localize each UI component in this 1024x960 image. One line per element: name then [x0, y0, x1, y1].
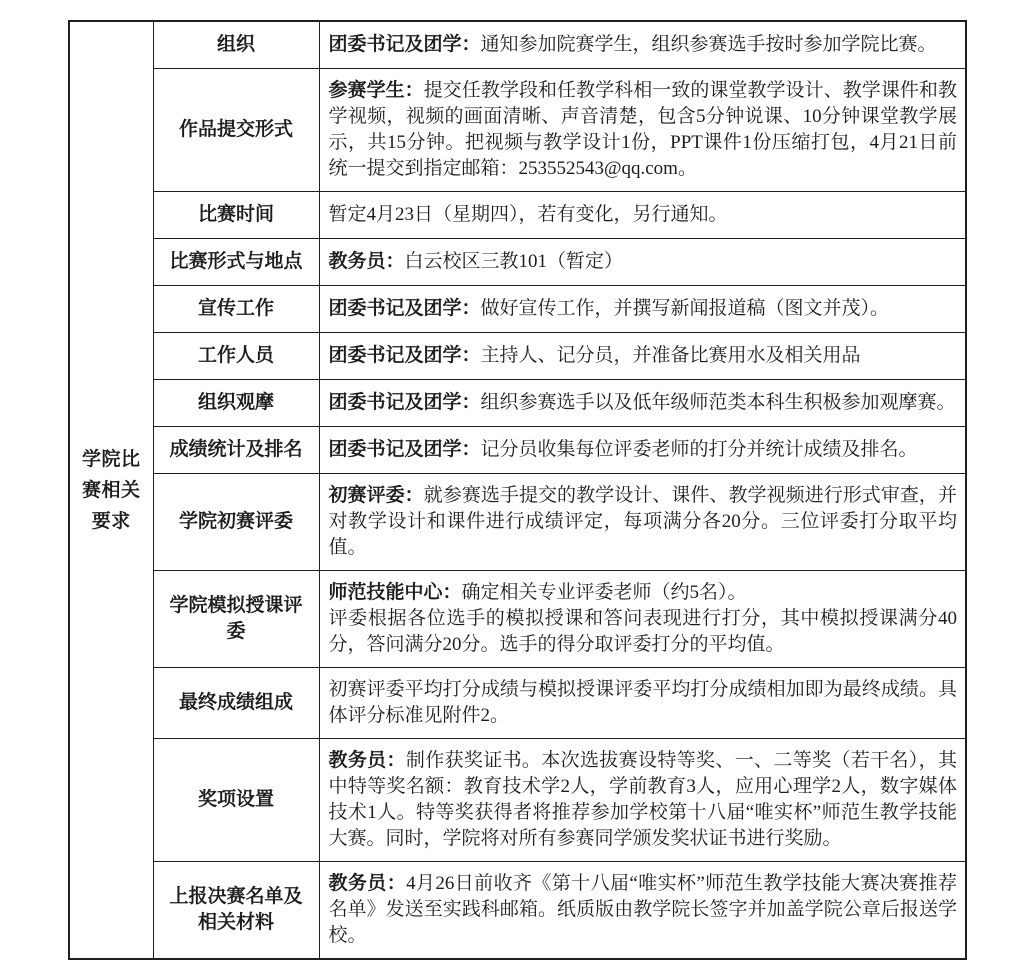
content-lead-bold: 教务员： [328, 251, 405, 272]
content-lead-bold: 参赛学生： [328, 80, 424, 101]
content-paragraph [329, 296, 958, 322]
content-paragraph [329, 249, 958, 275]
content-paragraph [329, 343, 958, 369]
table-row [69, 192, 966, 239]
content-paragraph [329, 606, 958, 658]
table-row [69, 571, 966, 668]
content-paragraph [329, 32, 958, 58]
row-content-cell [319, 474, 966, 571]
content-text: 评委根据各位选手的模拟授课和答问表现进行打分，其中模拟授课满分40分，答问满分20分。选手的得分取评委打分的平均值。 [328, 608, 957, 655]
row-content-cell [319, 333, 966, 380]
table-row [69, 474, 966, 571]
row-label-cell: 成绩统计及排名 [153, 427, 319, 474]
row-content-cell [319, 286, 966, 333]
content-text: 4月26日前收齐《第十八届“唯实杯”师范生教学技能大赛决赛推荐名单》发送至实践科邮箱。纸质版由教学院长签字并加盖学院公章后报送学校。 [328, 873, 957, 946]
row-label-cell: 比赛形式与地点 [153, 239, 319, 286]
table-row [69, 69, 966, 192]
row-content-cell [319, 21, 966, 69]
content-paragraph [329, 748, 958, 852]
row-content-cell [319, 427, 966, 474]
requirements-table [68, 20, 967, 960]
content-paragraph [329, 78, 958, 182]
content-lead-bold: 师范技能中心： [328, 582, 462, 603]
content-text: 做好宣传工作，并撰写新闻报道稿（图文并茂）。 [480, 298, 890, 319]
row-label-cell: 上报决赛名单及相关材料 [153, 862, 319, 960]
table-row [69, 427, 966, 474]
row-content-cell [319, 739, 966, 862]
content-text: 记分员收集每位评委老师的打分并统计成绩及排名。 [480, 439, 918, 460]
row-label-cell: 奖项设置 [153, 739, 319, 862]
table-row [69, 739, 966, 862]
content-lead-bold: 团委书记及团学： [328, 392, 481, 413]
row-label-cell: 学院初赛评委 [153, 474, 319, 571]
table-row [69, 239, 966, 286]
content-lead-bold: 团委书记及团学： [328, 298, 481, 319]
table-body [69, 21, 966, 959]
content-text: 提交任教学段和任教学科相一致的课堂教学设计、教学课件和教学视频，视频的画面清晰、声音清楚，包含5分钟说课、10分钟课堂教学展示，共15分钟。把视频与教学设计1份，PPT课件1份压缩打包，4月21日前统一提交到指定邮箱：253552543@qq.com。 [328, 80, 957, 179]
table-row [69, 668, 966, 739]
row-label-cell: 最终成绩组成 [153, 668, 319, 739]
content-paragraph [329, 437, 958, 463]
row-label-cell: 宣传工作 [153, 286, 319, 333]
content-paragraph [329, 871, 958, 949]
content-lead-bold: 教务员： [328, 873, 407, 894]
row-content-cell [319, 668, 966, 739]
content-text: 确定相关专业评委老师（约5名）。 [461, 582, 747, 603]
row-content-cell [319, 380, 966, 427]
content-text: 主持人、记分员，并准备比赛用水及相关用品 [480, 345, 861, 366]
group-header-cell: 学院比赛相关要求 [69, 21, 153, 959]
content-paragraph [329, 483, 958, 561]
row-content-cell [319, 239, 966, 286]
content-lead-bold: 教务员： [328, 750, 406, 771]
content-text: 白云校区三教101（暂定） [404, 251, 624, 272]
content-text: 就参赛选手提交的教学设计、课件、教学视频进行形式审查，并对教学设计和课件进行成绩评定，每项满分各20分。三位评委打分取平均值。 [328, 485, 957, 558]
table-row [69, 21, 966, 69]
content-text: 组织参赛选手以及低年级师范类本科生积极参加观摩赛。 [480, 392, 956, 413]
table-row [69, 333, 966, 380]
table-row [69, 862, 966, 960]
row-content-cell [319, 69, 966, 192]
content-paragraph [329, 677, 958, 729]
content-lead-bold: 初赛评委： [328, 485, 424, 506]
content-lead-bold: 团委书记及团学： [328, 345, 481, 366]
content-text: 初赛评委平均打分成绩与模拟授课评委平均打分成绩相加即为最终成绩。具体评分标准见附件2。 [328, 679, 957, 726]
row-label-cell: 工作人员 [153, 333, 319, 380]
table-row [69, 286, 966, 333]
content-text: 通知参加院赛学生，组织参赛选手按时参加学院比赛。 [480, 34, 937, 55]
content-paragraph [329, 202, 958, 228]
content-lead-bold: 团委书记及团学： [328, 439, 481, 460]
row-label-cell: 组织观摩 [153, 380, 319, 427]
content-text: 制作获奖证书。本次选拔赛设特等奖、一、二等奖（若干名），其中特等奖名额：教育技术学2人，学前教育3人，应用心理学2人，数字媒体技术1人。特等奖获得者将推荐参加学校第十八届“唯实杯”师范生教学技能大赛。同时，学院将对所有参赛同学颁发奖状证书进行奖励。 [328, 750, 957, 849]
content-lead-bold: 团委书记及团学： [328, 34, 481, 55]
row-label-cell: 作品提交形式 [153, 69, 319, 192]
row-content-cell [319, 192, 966, 239]
content-paragraph [329, 580, 958, 606]
row-label-cell: 组织 [153, 21, 319, 69]
table-row [69, 380, 966, 427]
content-text: 暂定4月23日（星期四），若有变化，另行通知。 [328, 204, 728, 225]
row-label-cell: 学院模拟授课评委 [153, 571, 319, 668]
row-content-cell [319, 862, 966, 960]
row-content-cell [319, 571, 966, 668]
content-paragraph [329, 390, 958, 416]
row-label-cell: 比赛时间 [153, 192, 319, 239]
